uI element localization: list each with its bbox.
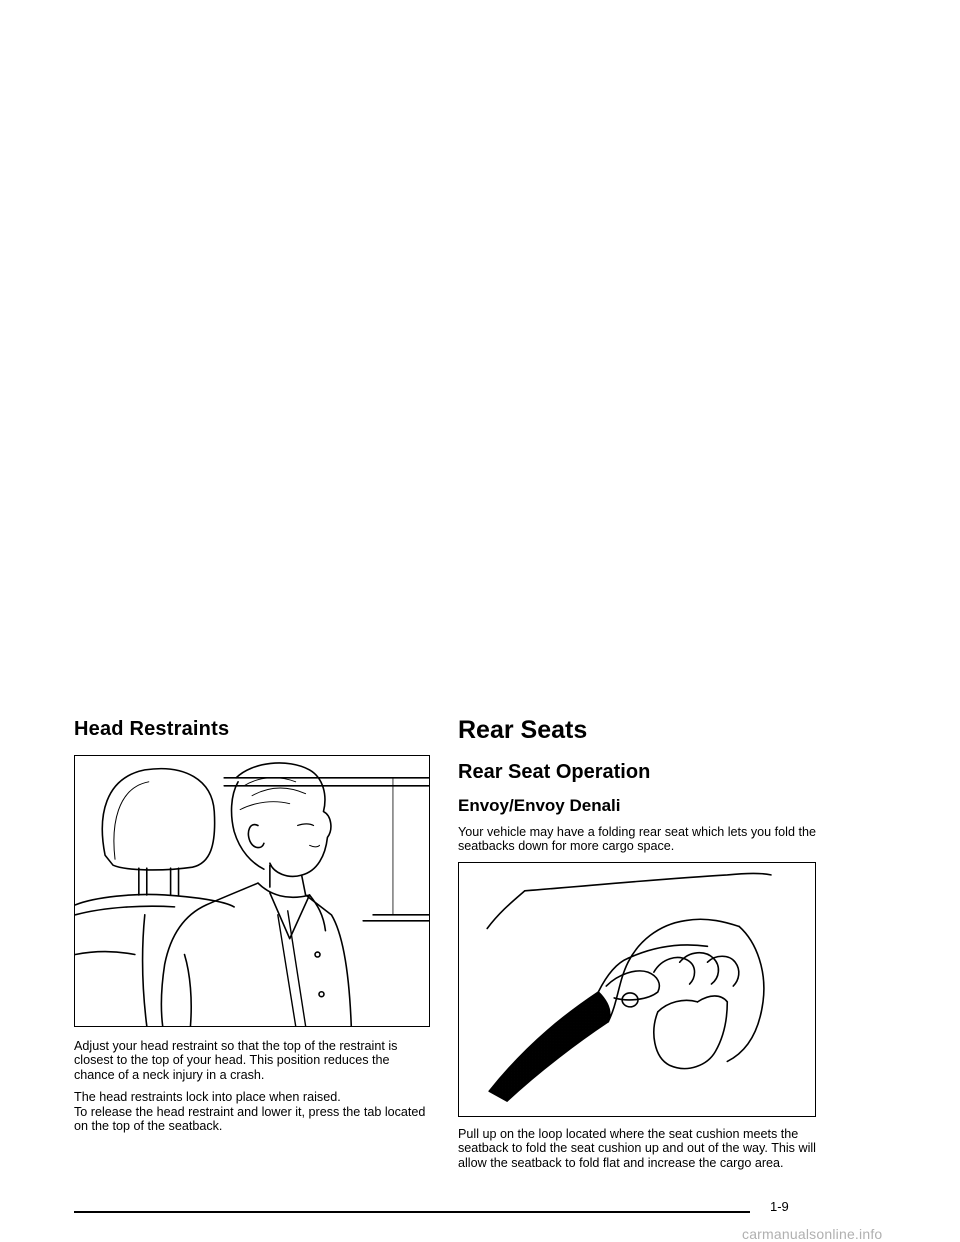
seat-loop-illustration [458,862,816,1117]
release-sentence: To release the head restraint and lower it, press the tab located on the top of the seatback. [74,1104,426,1134]
footer-rule [74,1211,750,1213]
lock-sentence: The head restraints lock into place when raised. [74,1090,341,1105]
rear-seat-operation-heading: Rear Seat Operation [458,761,651,783]
left-column [74,716,430,1141]
folding-seat-intro: Your vehicle may have a folding rear seat which lets you fold the seatbacks down for more cargo space. [458,825,816,854]
head-restraint-illustration [74,755,430,1027]
right-column [458,716,816,1178]
rear-seats-heading: Rear Seats [458,716,588,744]
watermark-text: carmanualsonline.info [742,1226,883,1242]
head-restraints-heading: Head Restraints [74,718,230,740]
page-number: 1-9 [770,1199,789,1214]
release-paragraph [74,1090,430,1133]
adjust-paragraph: Adjust your head restraint so that the top of the restraint is closest to the top of your head. This position reduces the chance of a neck injury in a crash. [74,1039,398,1082]
envoy-denali-heading: Envoy/Envoy Denali [458,796,621,815]
pull-loop-paragraph: Pull up on the loop located where the seat cushion meets the seatback to fold the seat cushion up and out of the way. This will allow the seatback to fold flat and increase the cargo area. [458,1126,816,1170]
